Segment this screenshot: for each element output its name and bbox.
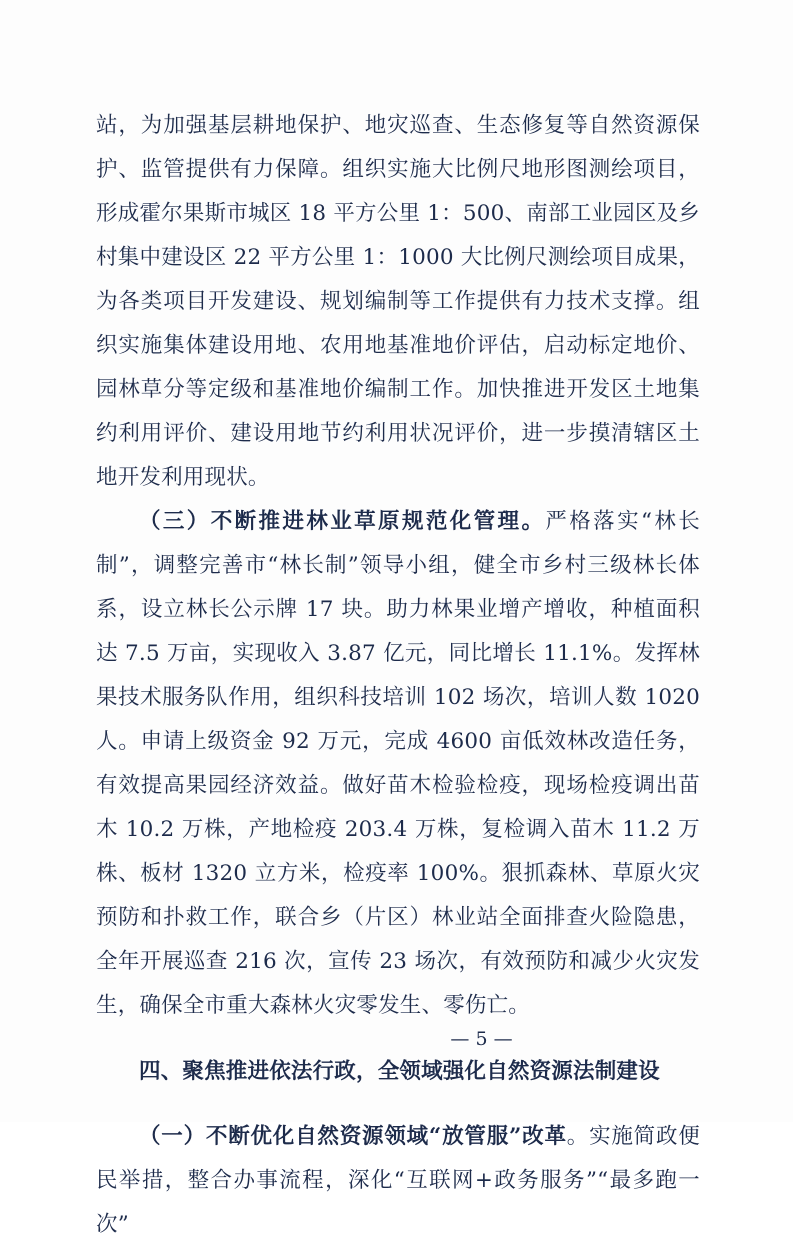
paragraph-continued: 站，为加强基层耕地保护、地灾巡查、生态修复等自然资源保护、监管提供有力保障。组织实施大比例尺地形图测绘项目，形成霍尔果斯市城区 18 平方公里 1：500、南部工业园区及乡村集中建设区 22 平方公里 1：1000 大比例尺测绘项目成果，为各类项目开发建设、规划编制等工作提供有力技术支撑。组织实施集体建设用地、农用地基准地价评估，启动标定地价、园林草分等定级和基准地价编制工作。加快推进开发区土地集约利用评价、建设用地节约利用状况评价，进一步摸清辖区土地开发利用现状。 [96, 113, 700, 490]
page-number-text: — 5 — [450, 1028, 513, 1050]
paragraph-subsection-one: （一）不断优化自然资源领域“放管服”改革。实施简政便民举措，整合办事流程，深化“互联网+政务服务”“最多跑一次” [96, 1124, 700, 1237]
page-number [0, 1028, 793, 1050]
paragraph-lead: （一）不断优化自然资源领域“放管服”改革 [139, 1124, 567, 1149]
paragraph-section-three: （三）不断推进林业草原规范化管理。严格落实“林长制”，调整完善市“林长制”领导小组，健全市乡村三级林长体系，设立林长公示牌 17 块。助力林果业增产增收，种植面积达 7.5 万亩，实现收入 3.87 亿元，同比增长 11.1%。发挥林果技术服务队作用，组织科技培训 102 场次，培训人数 1020 人。申请上级资金 92 万元，完成 4600 亩低效林改造任务，有效提高果园经济效益。做好苗木检验检疫，现场检疫调出苗木 10.2 万株，产地检疫 203.4 万株，复检调入苗木 11.2 万株、板材 1320 立方米，检疫率 100%。狠抓森林、草原火灾预防和扑救工作，联合乡（片区）林业站全面排查火险隐患，全年开展巡查 216 次，宣传 23 场次，有效预防和减少火灾发生，确保全市重大森林火灾零发生、零伤亡。 [96, 509, 708, 1018]
section-heading-four: 四、聚焦推进依法行政，全领域强化自然资源法制建设 [139, 1058, 660, 1084]
paragraph-lead: （三）不断推进林业草原规范化管理。 [139, 509, 546, 534]
document-body [96, 104, 708, 1247]
